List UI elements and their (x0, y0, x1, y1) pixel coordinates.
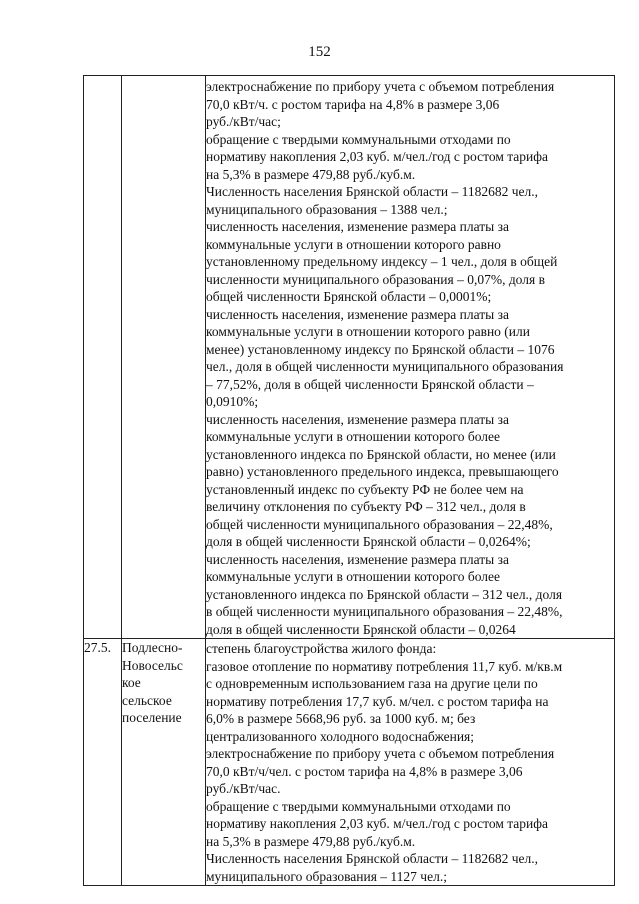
table-row (84, 639, 615, 886)
text-line: общей численности Брянской области – 0,0001%; (206, 289, 492, 304)
item-number-cell (84, 76, 122, 639)
text-line: степень благоустройства жилого фонда: (206, 641, 437, 656)
text-line: коммунальные услуги в отношении которого более (206, 429, 500, 444)
text-line: муниципального образования – 1127 чел.; (206, 868, 447, 884)
text-line: доля в общей численности Брянской области – 0,0264 (206, 621, 516, 637)
text-line: коммунальные услуги в отношении которого более (206, 569, 500, 584)
text-line: общей численности муниципального образования – 22,48%, (206, 516, 553, 532)
name-line: Подлесно- (122, 640, 183, 655)
text-line: нормативу накопления 2,03 куб. м/чел./год с ростом тарифа (206, 816, 549, 831)
text-line: установленному предельному индексу – 1 чел., доля в общей (206, 254, 558, 269)
text-line: руб./кВт/час. (206, 781, 281, 796)
text-line: численность населения, изменение размера платы за (206, 411, 509, 427)
text-line: газовое отопление по нормативу потребления 11,7 куб. м/кв.м (206, 658, 563, 674)
description-cell (206, 639, 615, 886)
text-line: обращение с твердыми коммунальными отходами по (206, 131, 511, 147)
text-line: электроснабжение по прибору учета с объемом потребления (206, 746, 555, 761)
text-line: Численность населения Брянской области – 1182682 чел., (206, 851, 538, 866)
page-number: 152 (308, 44, 331, 60)
municipality-name-cell (122, 76, 206, 639)
text-line: величину отклонения по субъекту РФ – 312 чел., доля в (206, 499, 526, 514)
document-table (83, 75, 615, 886)
text-line: чел., доля в общей численности муниципального образования (206, 359, 564, 374)
name-line: кое (122, 675, 141, 690)
text-line: на 5,3% в размере 479,88 руб./куб.м. (206, 166, 416, 182)
text-line: Численность населения Брянской области – 1182682 чел., (206, 184, 538, 199)
text-line: муниципального образования – 1388 чел.; (206, 201, 448, 217)
name-line: сельское (122, 692, 172, 708)
text-line: менее) установленному индексу по Брянской области – 1076 (206, 341, 555, 357)
text-line: руб./кВт/час; (206, 114, 281, 129)
text-line: установленного индекса по Брянской области, но менее (или (206, 446, 556, 462)
text-line: установленного индекса по Брянской области – 312 чел., доля (206, 586, 563, 602)
text-line: обращение с твердыми коммунальными отходами по (206, 798, 511, 814)
table-row (84, 76, 615, 639)
text-line: установленный индекс по субъекту РФ не более чем на (206, 481, 524, 497)
text-line: нормативу накопления 2,03 куб. м/чел./год с ростом тарифа (206, 149, 549, 164)
text-line: на 5,3% в размере 479,88 руб./куб.м. (206, 833, 416, 849)
text-line: 70,0 кВт/ч/чел. с ростом тарифа на 4,8% в размере 3,06 (206, 763, 523, 779)
text-line: равно) установленного предельного индекса, превышающего (206, 464, 559, 479)
text-line: в общей численности муниципального образования – 22,48%, (206, 604, 563, 619)
text-line: 0,0910%; (206, 394, 259, 409)
text-line: численность населения, изменение размера платы за (206, 551, 509, 567)
text-line: централизованного холодного водоснабжения; (206, 728, 475, 744)
text-line: численности муниципального образования – 0,07%, доля в (206, 271, 545, 287)
name-line: поселение (122, 710, 182, 725)
text-line: – 77,52%, доля в общей численности Брянской области – (206, 376, 534, 392)
description-cell (206, 76, 615, 639)
text-line: 70,0 кВт/ч. с ростом тарифа на 4,8% в размере 3,06 (206, 96, 500, 112)
text-line: численность населения, изменение размера платы за (206, 306, 509, 322)
text-line: коммунальные услуги в отношении которого равно (206, 236, 501, 252)
text-line: коммунальные услуги в отношении которого равно (или (206, 324, 530, 339)
text-line: 6,0% в размере 5668,96 руб. за 1000 куб. м; без (206, 711, 476, 726)
item-number-cell: 27.5. (84, 639, 122, 886)
text-line: электроснабжение по прибору учета с объемом потребления (206, 79, 555, 94)
municipality-name-cell (122, 639, 206, 886)
text-line: нормативу потребления 17,7 куб. м/чел. с ростом тарифа на (206, 693, 549, 709)
name-line: Новосельс (122, 657, 183, 673)
text-line: численность населения, изменение размера платы за (206, 219, 509, 234)
text-line: с одновременным использованием газа на другие цели по (206, 676, 538, 691)
text-line: доля в общей численности Брянской области – 0,0264%; (206, 534, 531, 549)
